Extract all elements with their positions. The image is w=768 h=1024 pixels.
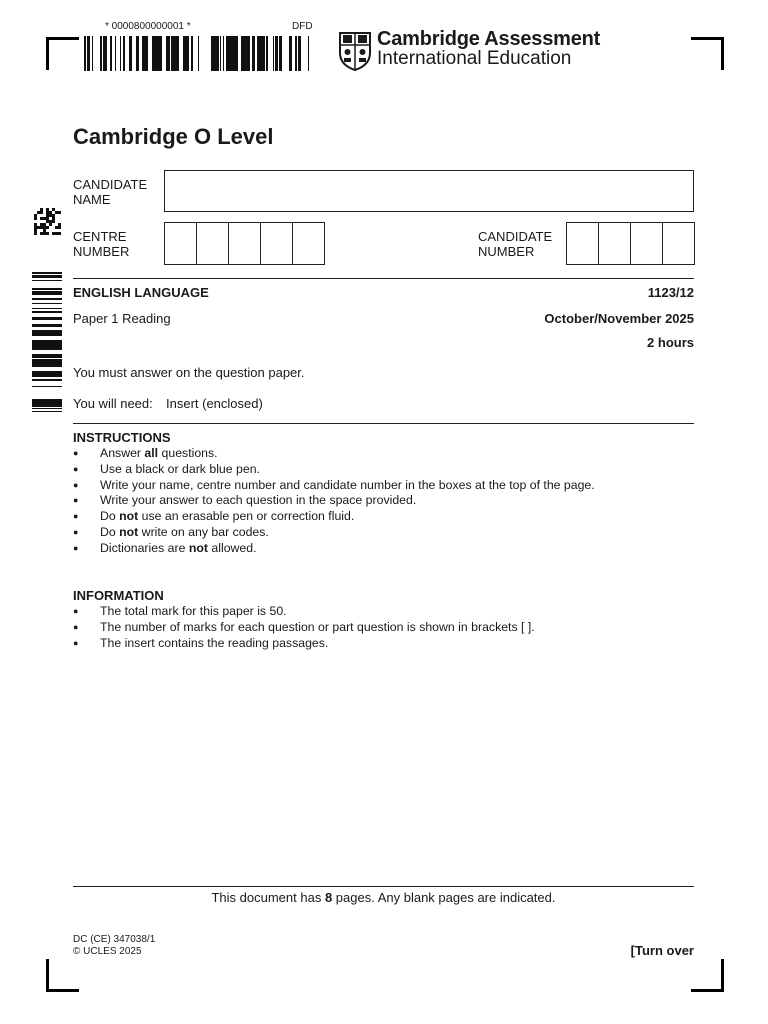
side-barcode xyxy=(32,272,62,412)
centre-number-box[interactable] xyxy=(260,222,293,265)
footer-reference xyxy=(73,934,155,958)
instruction-item: ● Use a black or dark blue pen. xyxy=(73,462,595,478)
turn-over: [Turn over xyxy=(630,943,694,958)
instruction-item: ● Answer all questions. xyxy=(73,446,595,462)
centre-number-box[interactable] xyxy=(164,222,197,265)
information-list xyxy=(73,604,535,651)
candidate-name-label-line-1: CANDIDATE xyxy=(73,177,148,192)
candidate-number-box[interactable] xyxy=(662,222,695,265)
instruction-item: ● Dictionaries are not allowed. xyxy=(73,541,595,557)
candidate-number-label xyxy=(478,229,552,259)
centre-number-label-line-2: NUMBER xyxy=(73,244,130,259)
crop-mark-bottom-right xyxy=(691,959,724,992)
candidate-number-label-line-1: CANDIDATE xyxy=(478,229,553,244)
barcode-number: * 0000800000001 * xyxy=(105,21,191,32)
candidate-name-label-line-2: NAME xyxy=(73,192,111,207)
logo-line-1: Cambridge Assessment xyxy=(377,28,601,50)
instruction-item: ● Write your answer to each question in the space provided. xyxy=(73,493,595,509)
need-value: Insert (enclosed) xyxy=(166,396,263,411)
candidate-number-box[interactable] xyxy=(630,222,663,265)
crop-mark-bottom-left xyxy=(46,959,79,992)
crop-mark-top-left xyxy=(46,37,79,70)
divider-top xyxy=(73,278,694,279)
centre-number-box[interactable] xyxy=(292,222,325,265)
qr-code xyxy=(34,208,61,235)
information-heading: INFORMATION xyxy=(73,588,164,603)
crop-mark-top-right xyxy=(691,37,724,70)
instructions-heading: INSTRUCTIONS xyxy=(73,430,171,445)
information-item: ● The insert contains the reading passages. xyxy=(73,636,535,652)
instruction-item: ● Write your name, centre number and candidate number in the boxes at the top of the page. xyxy=(73,478,595,494)
page-count-note: This document has 8 pages. Any blank pages are indicated. xyxy=(211,890,556,905)
page-title: Cambridge O Level xyxy=(73,124,274,149)
candidate-number-field[interactable] xyxy=(567,222,695,265)
barcode xyxy=(84,36,316,71)
exam-session: October/November 2025 xyxy=(544,311,694,326)
candidate-number-box[interactable] xyxy=(598,222,631,265)
copyright: © UCLES 2025 xyxy=(73,946,142,957)
need-label: You will need: xyxy=(73,396,153,411)
information-item: ● The number of marks for each question or part question is shown in brackets [ ]. xyxy=(73,620,535,636)
cambridge-logo-text xyxy=(377,29,600,69)
instructions-list xyxy=(73,446,595,557)
instruction-item: ● Do not use an erasable pen or correction fluid. xyxy=(73,509,595,525)
document-reference: DC (CE) 347038/1 xyxy=(73,934,156,945)
subject: ENGLISH LANGUAGE xyxy=(73,285,209,300)
answer-note: You must answer on the question paper. xyxy=(73,365,305,380)
candidate-number-label-line-2: NUMBER xyxy=(478,244,535,259)
centre-number-label-line-1: CENTRE xyxy=(73,229,127,244)
information-item: ● The total mark for this paper is 50. xyxy=(73,604,535,620)
exam-code: 1123/12 xyxy=(647,285,694,300)
candidate-name-field[interactable] xyxy=(164,170,694,212)
centre-number-box[interactable] xyxy=(196,222,229,265)
logo-line-2: International Education xyxy=(377,48,572,69)
divider-footer xyxy=(73,886,694,887)
instruction-item: ● Do not write on any bar codes. xyxy=(73,525,595,541)
candidate-name-label xyxy=(73,177,147,207)
centre-number-box[interactable] xyxy=(228,222,261,265)
centre-number-label xyxy=(73,229,129,259)
cambridge-crest-logo xyxy=(338,31,372,71)
candidate-number-box[interactable] xyxy=(566,222,599,265)
centre-number-field[interactable] xyxy=(165,222,325,265)
dfd-code: DFD xyxy=(292,21,313,32)
paper-name: Paper 1 Reading xyxy=(73,311,171,326)
divider-middle xyxy=(73,423,694,424)
exam-duration: 2 hours xyxy=(647,335,694,350)
